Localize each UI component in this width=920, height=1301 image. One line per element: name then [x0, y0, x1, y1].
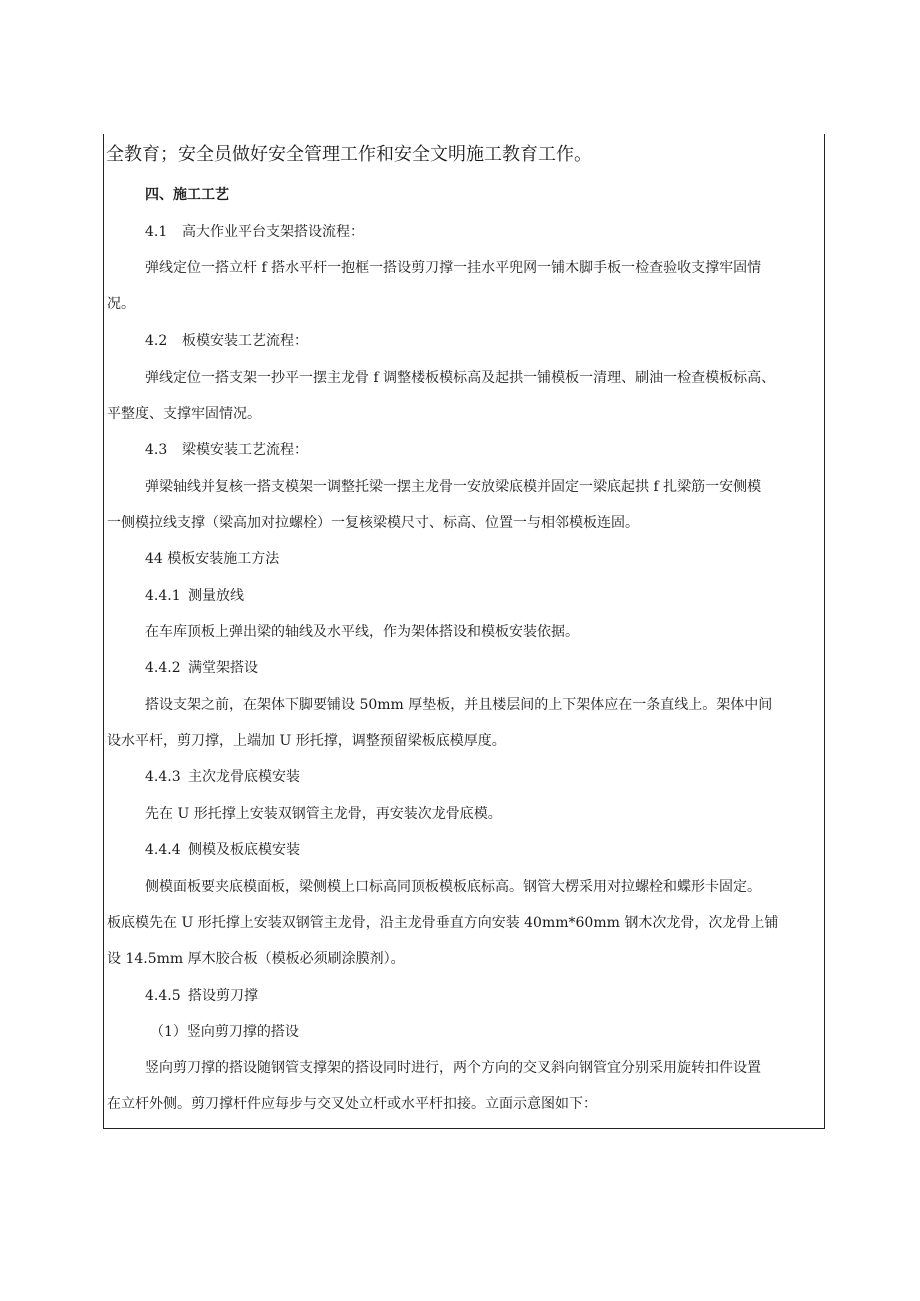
intro-line: 全教育；安全员做好安全管理工作和安全文明施工教育工作。	[106, 144, 592, 165]
s4-4-5-body-line2: 在立杆外侧。剪刀撑杆件应每步与交叉处立杆或水平杆扣接。立面示意图如下：	[107, 1096, 597, 1112]
section-title: 四、施工工艺	[145, 187, 229, 203]
table-bottom-border	[103, 134, 825, 1129]
s4-4-4-body-line1: 侧模面板要夹底模面板，梁侧模上口标高同顶板模板底标高。钢管大楞采用对拉螺栓和蝶形卡固定。	[145, 879, 761, 895]
s4-4-5-subheading: （1）竖向剪刀撑的搭设	[150, 1024, 299, 1040]
s4-4-5-number: 4.4.5	[145, 988, 181, 1004]
s4-1-number: 4.1	[145, 224, 168, 240]
s4-2-body-line1: 弹线定位一搭支架一抄平一摆主龙骨 f 调整楼板模标高及起拱一铺模板一清理、刷油一检查模板标高、	[145, 370, 776, 386]
s4-4-4-title: 侧模及板底模安装	[188, 842, 300, 858]
s4-1-body-line2: 况。	[107, 296, 135, 312]
s4-3-body-line2: 一侧模拉线支撑（梁高加对拉螺栓）一复核梁模尺寸、标高、位置一与相邻模板连固。	[107, 515, 639, 531]
s4-4-4-body-line2: 板底模先在 U 形托撑上安装双钢管主龙骨，沿主龙骨垂直方向安装 40mm*60mm 钢木次龙骨，次龙骨上铺	[107, 915, 779, 931]
s4-4-1-body-line1: 在车库顶板上弹出梁的轴线及水平线，作为架体搭设和模板安装依据。	[145, 624, 579, 640]
s4-4-5-body-line1: 竖向剪刀撑的搭设随钢管支撑架的搭设同时进行，两个方向的交叉斜向钢管宜分别采用旋转扣件设置	[145, 1060, 761, 1076]
s4-4-2-title: 满堂架搭设	[188, 660, 258, 676]
s4-2-body-line2: 平整度、支撑牢固情况。	[107, 406, 261, 422]
s4-4-3-body-line1: 先在 U 形托撑上安装双钢管主龙骨，再安装次龙骨底模。	[145, 806, 502, 822]
s4-4-3-number: 4.4.3	[145, 769, 181, 785]
s4-4-title: 44 模板安装施工方法	[145, 551, 280, 567]
s4-2-title: 板模安装工艺流程：	[182, 333, 308, 349]
s4-4-2-body-line2: 设水平杆，剪刀撑，上端加 U 形托撑，调整预留梁板底模厚度。	[107, 733, 506, 749]
s4-4-1-number: 4.4.1	[145, 588, 181, 604]
s4-3-number: 4.3	[145, 442, 168, 458]
s4-4-4-number: 4.4.4	[145, 842, 181, 858]
s4-4-2-body-line1: 搭设支架之前，在架体下脚要铺设 50mm 厚垫板，并且楼层间的上下架体应在一条直线上。架体中间	[145, 697, 773, 713]
s4-1-body-line1: 弹线定位一搭立杆 f 搭水平杆一抱框一搭设剪刀撑一挂水平兜网一铺木脚手板一检查验收支撑牢固情	[145, 260, 762, 276]
s4-3-title: 梁模安装工艺流程：	[182, 442, 308, 458]
s4-2-number: 4.2	[145, 333, 168, 349]
s4-4-3-title: 主次龙骨底模安装	[188, 769, 300, 785]
s4-4-4-body-line3: 设 14.5mm 厚木胶合板（模板必须刷涂膜剂）。	[107, 951, 405, 967]
s4-4-1-title: 测量放线	[188, 588, 244, 604]
s4-4-2-number: 4.4.2	[145, 660, 181, 676]
s4-4-5-title: 搭设剪刀撑	[188, 988, 258, 1004]
s4-1-title: 高大作业平台支架搭设流程：	[182, 224, 364, 240]
s4-3-body-line1: 弹梁轴线并复核一搭支模架一调整托梁一摆主龙骨一安放梁底模并固定一梁底起拱 f 扎梁筋一安侧模	[145, 479, 762, 495]
